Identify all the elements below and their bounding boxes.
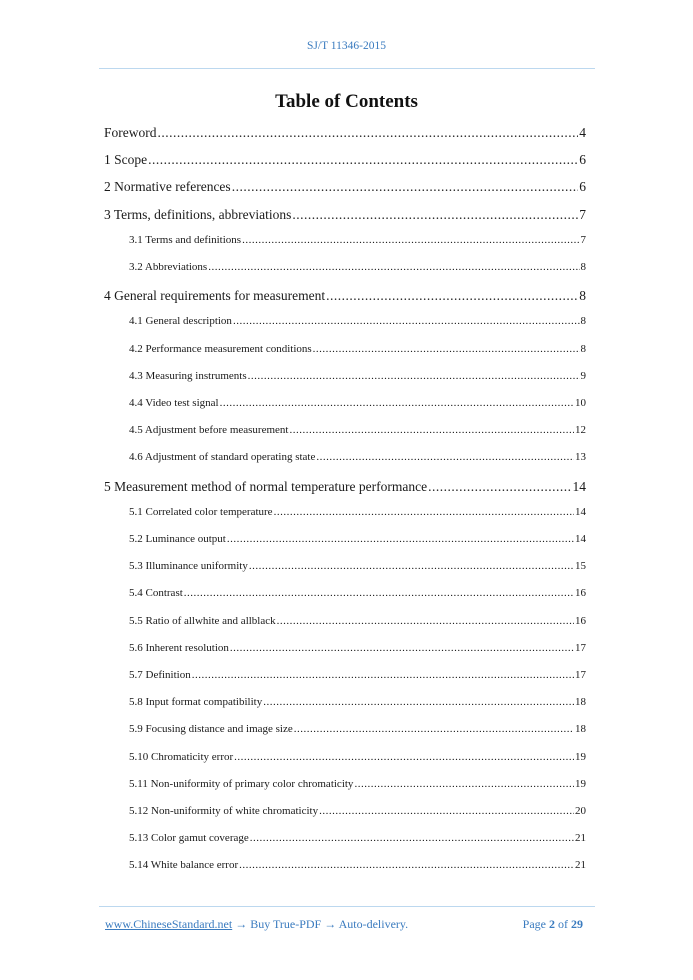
toc-entry-title: 4.3 Measuring instruments (129, 369, 247, 382)
dot-leader (230, 642, 574, 654)
toc-entry-page: 8 (579, 288, 586, 304)
site-link[interactable]: www.ChineseStandard.net (105, 917, 233, 931)
toc-entry-subsection[interactable] (129, 751, 586, 763)
dot-leader (220, 397, 574, 409)
toc-entry-subsection[interactable] (129, 370, 586, 382)
dot-leader (313, 343, 580, 355)
dot-leader (263, 696, 574, 708)
toc-entry-page: 17 (575, 669, 586, 681)
page-indicator (523, 917, 583, 932)
toc-entry-page: 6 (579, 179, 586, 195)
toc-entry-title: 3.2 Abbreviations (129, 261, 208, 273)
toc-entry-title: 5.11 Non-uniformity of primary color chromaticity (129, 777, 354, 790)
dot-leader (208, 261, 579, 273)
toc-entry-title: 5 Measurement method of normal temperature performance (104, 478, 428, 494)
toc-entry-title: 5.5 Ratio of allwhite and allblack (129, 614, 276, 627)
toc-entry-subsection[interactable] (129, 424, 586, 436)
toc-entry-title: 5.6 Inherent resolution (129, 641, 229, 654)
toc-entry-title: 4 General requirements for measurement (104, 288, 326, 304)
toc-entry-page: 14 (572, 478, 586, 494)
toc-entry-title: 5.3 Illuminance uniformity (129, 560, 248, 573)
dot-leader (234, 751, 574, 763)
toc-entry-section[interactable] (104, 288, 586, 304)
toc-entry-subsection[interactable] (129, 778, 586, 790)
page-of-label: of (558, 917, 568, 931)
dot-leader (232, 179, 579, 195)
toc-entry-page: 6 (579, 152, 586, 168)
dot-leader (192, 669, 574, 681)
toc-entry-title: 5.9 Focusing distance and image size (129, 723, 293, 736)
toc-entry-page: 14 (575, 505, 586, 518)
toc-entry-section[interactable] (104, 152, 586, 168)
dot-leader (233, 315, 580, 327)
toc-entry-subsection[interactable] (129, 642, 586, 654)
toc-entry-title: 5.8 Input format compatibility (129, 696, 263, 709)
dot-leader (428, 479, 571, 495)
toc-entry-title: 4.5 Adjustment before measurement (129, 424, 289, 437)
page-title: Table of Contents (275, 91, 418, 112)
toc-entry-page: 8 (580, 315, 586, 328)
toc-entry-subsection[interactable] (129, 859, 586, 871)
dot-leader (184, 587, 574, 599)
page-total: 29 (571, 917, 583, 931)
toc-entry-title: 5.7 Definition (129, 669, 191, 681)
dot-leader (249, 560, 574, 572)
toc-entry-subsection[interactable] (129, 261, 586, 273)
toc-entry-subsection[interactable] (129, 397, 586, 409)
toc-entry-subsection[interactable] (129, 805, 586, 817)
toc-entry-title: 4.4 Video test signal (129, 397, 219, 409)
toc-entry-page: 14 (575, 533, 586, 545)
toc-entry-page: 18 (575, 696, 586, 709)
toc-entry-page: 19 (575, 777, 586, 790)
toc-entry-title: 5.4 Contrast (129, 587, 183, 600)
toc-entry-title: 3.1 Terms and definitions (129, 233, 242, 246)
toc-entry-section[interactable] (104, 479, 586, 495)
dot-leader (227, 533, 574, 545)
toc-entry-section[interactable] (104, 179, 586, 195)
toc-entry-page: 21 (575, 832, 586, 845)
auto-delivery-text: Auto-delivery. (338, 917, 409, 931)
toc-entry-title: 5.1 Correlated color temperature (129, 505, 273, 518)
toc-entry-page: 17 (575, 641, 586, 654)
toc-entry-page: 9 (580, 369, 586, 382)
toc-entry-subsection[interactable] (129, 506, 586, 518)
toc-entry-title: 5.13 Color gamut coverage (129, 832, 249, 845)
toc-entry-title: 5.14 White balance error (129, 859, 239, 872)
dot-leader (326, 288, 578, 304)
toc-entry-page: 20 (575, 805, 586, 817)
toc-entry-section[interactable] (104, 207, 586, 223)
toc-entry-title: 4.1 General description (129, 315, 232, 328)
toc-entry-subsection[interactable] (129, 669, 586, 681)
toc-entry-page: 12 (575, 424, 586, 437)
footer-promo (105, 917, 408, 932)
dot-leader (158, 125, 579, 141)
toc-entry-subsection[interactable] (129, 723, 586, 735)
toc-entry-page: 21 (575, 859, 586, 872)
dot-leader (316, 451, 574, 463)
document-number: SJ/T 11346-2015 (307, 40, 386, 52)
toc-entry-page: 8 (580, 342, 586, 355)
toc-entry-title: 5.10 Chromaticity error (129, 750, 234, 763)
toc-entry-page: 8 (580, 261, 586, 273)
toc-entry-subsection[interactable] (129, 696, 586, 708)
toc-entry-subsection[interactable] (129, 234, 586, 246)
toc-entry-title: 4.6 Adjustment of standard operating state (129, 451, 316, 464)
toc-entry-page: 13 (575, 451, 586, 464)
toc-entry-page: 16 (575, 587, 586, 600)
toc-entry-page: 15 (575, 560, 586, 573)
toc-entry-subsection[interactable] (129, 832, 586, 844)
dot-leader (294, 723, 574, 735)
toc-entry-subsection[interactable] (129, 560, 586, 572)
header-divider (99, 68, 595, 69)
toc-entry-title: 1 Scope (104, 152, 148, 168)
dot-leader (148, 152, 578, 168)
toc-entry-title: 5.12 Non-uniformity of white chromaticity (129, 805, 319, 817)
toc-entry-page: 7 (580, 233, 586, 246)
toc-entry-page: 19 (575, 750, 586, 763)
toc-entry-title: 3 Terms, definitions, abbreviations (104, 206, 292, 222)
toc-entry-page: 4 (579, 125, 586, 140)
dot-leader (274, 506, 574, 518)
toc-entry-title: 2 Normative references (104, 179, 231, 195)
toc-entry-subsection[interactable] (129, 615, 586, 627)
toc-entry-subsection[interactable] (129, 315, 586, 327)
dot-leader (289, 424, 574, 436)
toc-entry-page: 16 (575, 614, 586, 627)
footer-divider (99, 906, 595, 907)
page-label: Page (522, 917, 546, 931)
dot-leader (250, 832, 574, 844)
dot-leader (319, 805, 574, 817)
dot-leader (292, 207, 578, 223)
dot-leader (248, 370, 580, 382)
dot-leader (354, 778, 574, 790)
arrow-icon: → (235, 917, 248, 931)
toc-entry-page: 18 (575, 723, 586, 736)
dot-leader (277, 615, 574, 627)
buy-pdf-link[interactable]: Buy True-PDF (250, 917, 322, 931)
page-current: 2 (549, 917, 555, 931)
toc-entry-title: 4.2 Performance measurement conditions (129, 342, 312, 355)
toc-entry-subsection[interactable] (129, 533, 586, 545)
toc-entry-page: 10 (575, 397, 586, 409)
toc-entry-subsection[interactable] (129, 587, 586, 599)
toc-entry-subsection[interactable] (129, 343, 586, 355)
toc-entry-title: Foreword (104, 125, 157, 140)
toc-entry-section[interactable] (104, 125, 586, 141)
dot-leader (239, 859, 574, 871)
arrow-icon: → (324, 917, 337, 931)
toc-entry-page: 7 (579, 206, 586, 222)
toc-entry-title: 5.2 Luminance output (129, 533, 226, 545)
dot-leader (242, 234, 579, 246)
toc-entry-subsection[interactable] (129, 451, 586, 463)
running-header (0, 40, 693, 52)
